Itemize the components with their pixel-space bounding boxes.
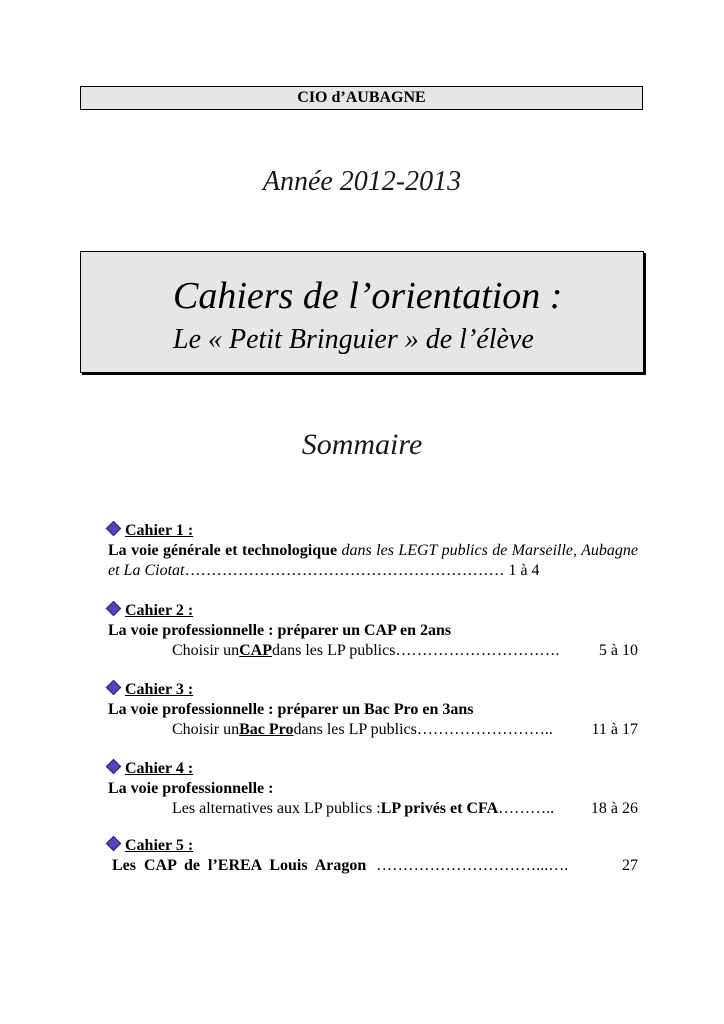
cahier-4-dots: ………..	[498, 800, 555, 817]
cahier-4	[108, 759, 638, 819]
cahier-3-pages: 11 à 17	[591, 721, 638, 738]
cahier-1-dots: ……………………………………………………	[184, 562, 505, 579]
title-main: Cahiers de l’orientation :	[173, 275, 563, 317]
header-box	[80, 86, 643, 110]
cahier-5-label: Cahier 5 :	[125, 837, 194, 854]
cahier-2	[108, 601, 638, 661]
cahier-3-emph: Bac Pro	[239, 721, 294, 738]
cahier-4-emph: LP privés et CFA	[380, 800, 499, 817]
diamond-bullet-icon	[106, 836, 122, 852]
cahier-2-emph: CAP	[239, 642, 273, 659]
header-title: CIO d’AUBAGNE	[297, 89, 426, 106]
diamond-bullet-icon	[106, 680, 122, 696]
title-box	[80, 251, 644, 373]
year-heading: Année 2012-2013	[262, 166, 462, 197]
cahier-5-bold: Les CAP de l’EREA Louis Aragon	[112, 857, 367, 874]
cahier-3-label: Cahier 3 :	[125, 681, 194, 698]
cahier-3-pre: Choisir un	[172, 721, 240, 738]
cahier-5	[108, 836, 638, 876]
diamond-bullet-icon	[106, 759, 122, 775]
cahier-4-pre: Les alternatives aux LP publics :	[172, 800, 381, 817]
cahier-3-bold: La voie professionnelle : préparer un Bac Pro en 3ans	[108, 701, 474, 718]
cahier-4-bold: La voie professionnelle :	[108, 780, 274, 797]
cahier-4-label: Cahier 4 :	[125, 760, 194, 777]
cahier-2-post: dans les LP publics	[272, 642, 396, 659]
cahier-5-pages: 27	[622, 857, 638, 874]
cahier-3	[108, 680, 638, 740]
cahier-1-bold: La voie générale et technologique	[108, 542, 338, 559]
cahier-1	[108, 521, 638, 581]
cahier-5-dots: …………………………...….	[376, 857, 569, 874]
cahier-2-label: Cahier 2 :	[125, 602, 194, 619]
title-sub: Le « Petit Bringuier » de l’élève	[173, 324, 534, 355]
diamond-bullet-icon	[106, 521, 122, 537]
cahier-2-dots: ………………………….	[395, 642, 560, 659]
cahier-1-pages: 1 à 4	[508, 562, 540, 579]
cahier-2-pages: 5 à 10	[598, 642, 638, 659]
cahier-1-italic: dans les LEGT publics de Marseille, Aubagne et La Ciotat	[108, 542, 639, 579]
cahier-2-pre: Choisir un	[172, 642, 240, 659]
sommaire-heading: Sommaire	[301, 428, 423, 461]
cahier-1-label: Cahier 1 :	[125, 522, 194, 539]
diamond-bullet-icon	[106, 601, 122, 617]
cahier-3-dots: ……………………..	[416, 721, 553, 738]
cahier-3-post: dans les LP publics	[293, 721, 417, 738]
cahier-4-pages: 18 à 26	[590, 800, 638, 817]
cahier-2-bold: La voie professionnelle : préparer un CAP en 2ans	[108, 622, 452, 639]
